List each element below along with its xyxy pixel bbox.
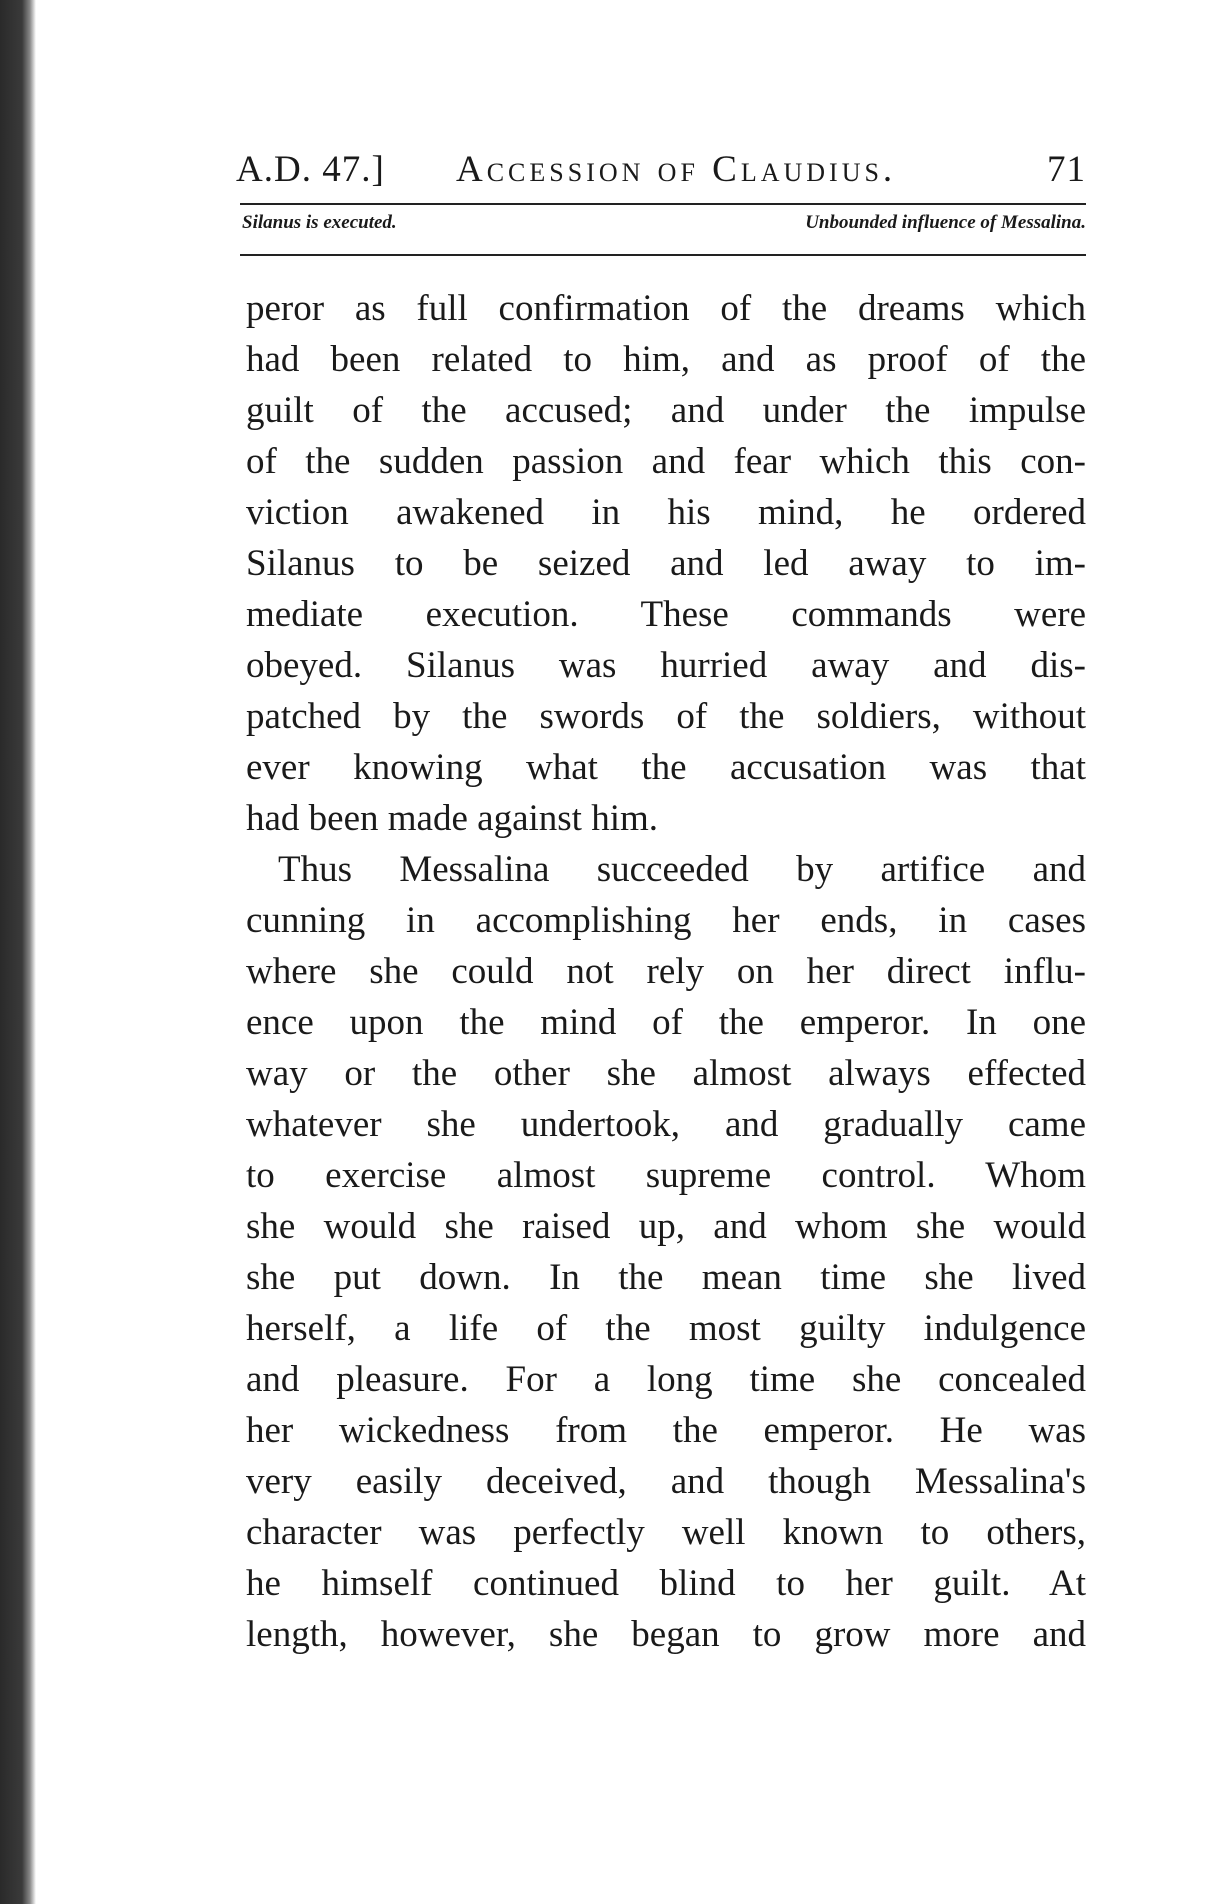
text-line: where she could not rely on her direct influ- (246, 951, 1086, 992)
text-line: he himself continued blind to her guilt. At (246, 1563, 1086, 1604)
text-line: had been made against him. (246, 798, 659, 839)
marginal-note-left: Silanus is executed. (242, 212, 397, 233)
body-text (246, 283, 1086, 1660)
text-line: very easily deceived, and though Messalina's (246, 1461, 1086, 1502)
header-title: Accession of Claudius. (456, 149, 897, 190)
text-line: had been related to him, and as proof of the (246, 339, 1086, 380)
page-number: 71 (1047, 149, 1086, 190)
text-line: whatever she undertook, and gradually came (246, 1104, 1086, 1145)
text-line: of the sudden passion and fear which this con- (246, 441, 1086, 482)
text-line: cunning in accomplishing her ends, in cases (246, 900, 1086, 941)
header-rule-bottom (240, 254, 1086, 256)
text-line: she would she raised up, and whom she would (246, 1206, 1086, 1247)
text-line: herself, a life of the most guilty indulgence (246, 1308, 1086, 1349)
text-line: patched by the swords of the soldiers, without (246, 696, 1086, 737)
text-line: to exercise almost supreme control. Whom (246, 1155, 1086, 1196)
text-line: her wickedness from the emperor. He was (246, 1410, 1086, 1451)
header-date: A.D. 47.] (236, 149, 385, 190)
paragraph-1 (246, 283, 1086, 844)
text-line: guilt of the accused; and under the impulse (246, 390, 1086, 431)
text-line: mediate execution. These commands were (246, 594, 1086, 635)
text-line: ence upon the mind of the emperor. In one (246, 1002, 1086, 1043)
text-line: way or the other she almost always effected (246, 1053, 1086, 1094)
text-line: peror as full confirmation of the dreams which (246, 288, 1086, 329)
text-line: ever knowing what the accusation was that (246, 747, 1086, 788)
text-line: viction awakened in his mind, he ordered (246, 492, 1086, 533)
text-line: and pleasure. For a long time she concealed (246, 1359, 1086, 1400)
text-line: character was perfectly well known to others, (246, 1512, 1086, 1553)
text-line: she put down. In the mean time she lived (246, 1257, 1086, 1298)
paragraph-2 (246, 844, 1086, 1660)
text-line: Thus Messalina succeeded by artifice and (278, 849, 1086, 890)
marginal-note-right: Unbounded influence of Messalina. (805, 212, 1086, 233)
header-rule-top (240, 203, 1086, 205)
text-line: Silanus to be seized and led away to im- (246, 543, 1086, 584)
page-binding-edge (0, 0, 36, 1904)
text-line: obeyed. Silanus was hurried away and dis- (246, 645, 1086, 686)
text-line: length, however, she began to grow more and (246, 1614, 1086, 1655)
running-head (236, 148, 1086, 208)
